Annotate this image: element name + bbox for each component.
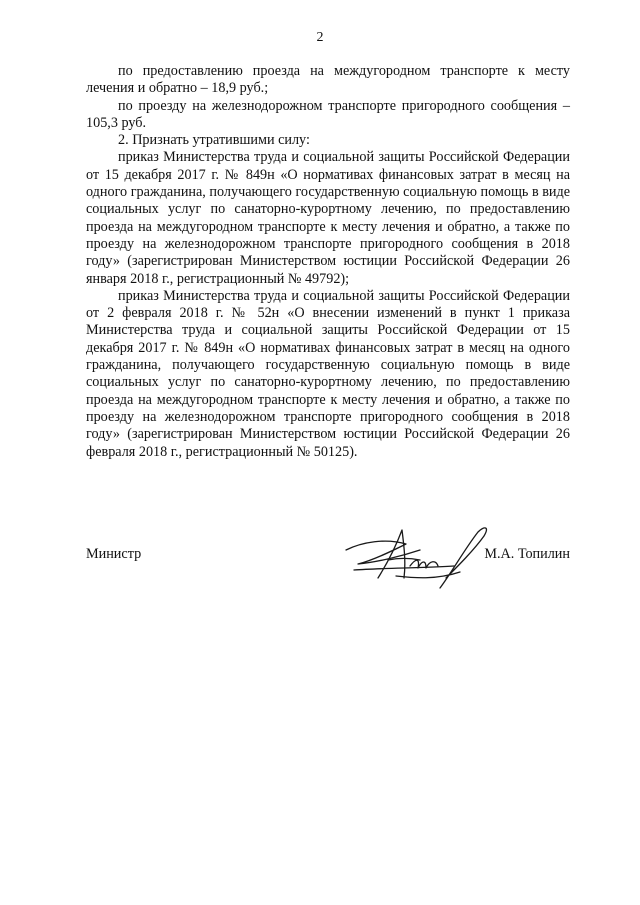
handwritten-signature — [344, 520, 494, 592]
signature-block — [86, 520, 570, 600]
signer-title: Министр — [86, 546, 142, 562]
page-number: 2 — [316, 30, 324, 45]
signer-name: М.А. Топилин — [484, 546, 570, 562]
paragraph-intercity-transport-norm: по предоставлению проезда на междугородном транспорте к месту лечения и обратно – 18,9 руб.; — [86, 63, 570, 97]
paragraph-repealed-order-849n: приказ Министерства труда и социальной защиты Российской Федерации от 15 декабря 2017 г. № 849н «О нормативах финансовых затрат в месяц на одного гражданина, получающего государственную социальную помощь в виде социальных услуг по санаторно-курортному лечению, по предоставлению проезда на междугородном транспорте к месту лечения и обратно, а также по проезду на железнодорожном транспорте пригородного сообщения в 2018 году» (зарегистрирован Министерством юстиции Российской Федерации 26 января 2018 г., регистрационный № 49792); — [86, 149, 570, 287]
document-body — [86, 63, 570, 461]
paragraph-suburban-rail-norm: по проезду на железнодорожном транспорте пригородного сообщения – 105,3 руб. — [86, 97, 570, 131]
paragraph-repeal-heading: 2. Признать утратившими силу: — [118, 132, 310, 149]
paragraph-repealed-order-52n: приказ Министерства труда и социальной защиты Российской Федерации от 2 февраля 2018 г. № 52н «О внесении изменений в пункт 1 приказа Министерства труда и социальной защиты Российской Федерации от 15 декабря 2017 г. № 849н «О нормативах финансовых затрат в месяц на одного гражданина, получающего государственную социальную помощь в виде социальных услуг по санаторно-курортному лечению, по предоставлению проезда на междугородном транспорте к месту лечения и обратно, а также по проезду на железнодорожном транспорте пригородного сообщения в 2018 году» (зарегистрирован Министерством юстиции Российской Федерации 26 февраля 2018 г., регистрационный № 50125). — [86, 287, 570, 460]
